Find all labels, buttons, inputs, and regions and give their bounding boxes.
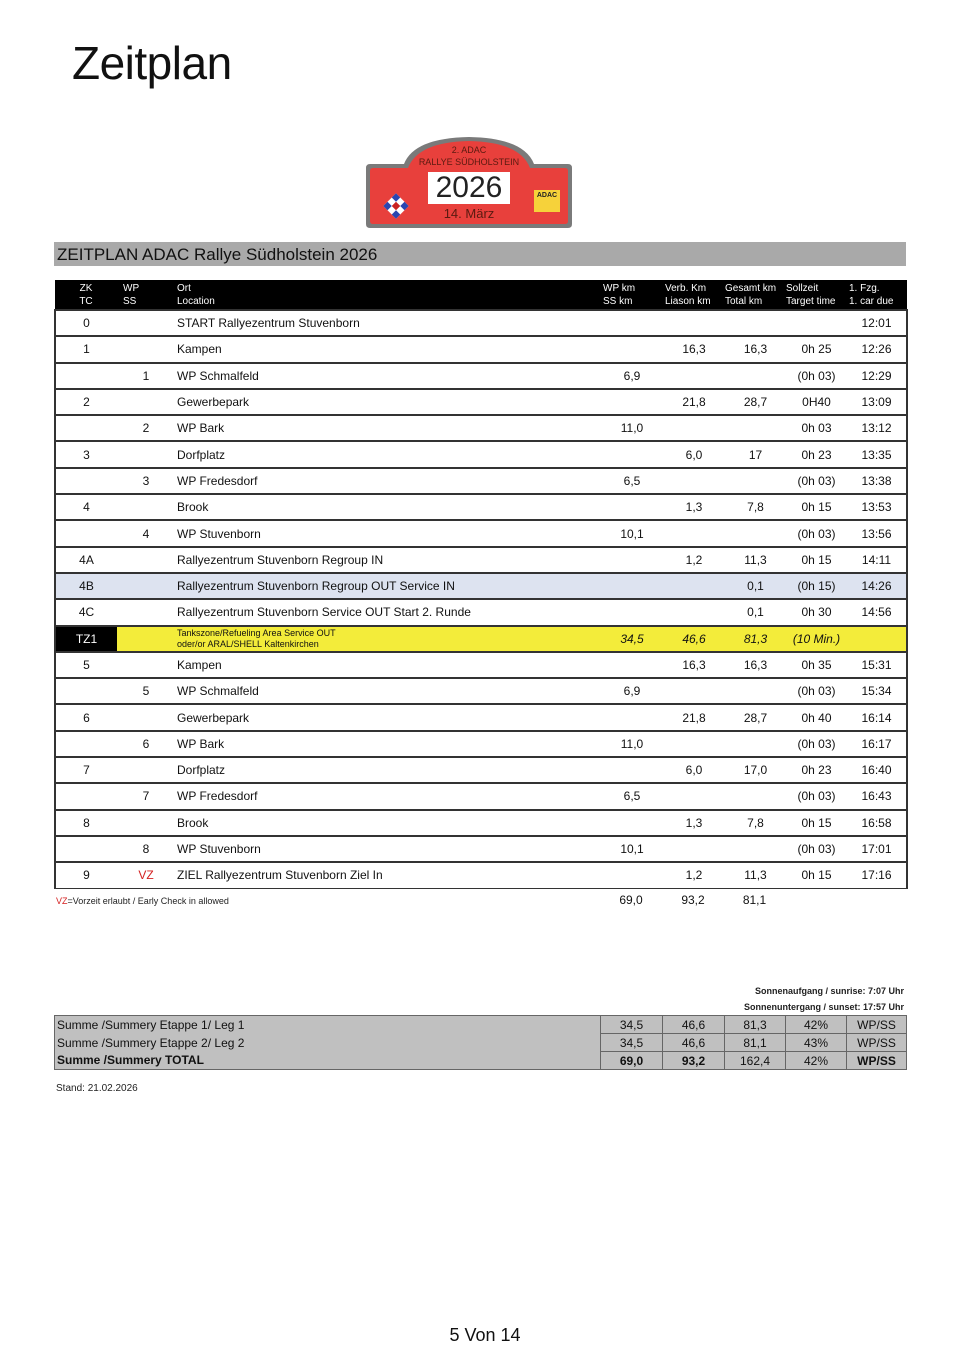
cell-stage-number [117,757,175,783]
summary-total-km: 81,3 [725,1016,786,1034]
column-header-line2: Liason km [665,296,711,307]
table-row [55,441,907,467]
cell-target-time: 0h 15 [786,494,847,520]
cell-target-time: (0h 03) [786,520,847,546]
cell-stage-km [601,573,663,599]
cell-control-point [55,836,117,862]
total-liaison-km: 93,2 [681,893,705,907]
cell-liaison-km: 46,6 [663,626,725,652]
cell-stage-number [117,494,175,520]
cell-liaison-km: 6,0 [663,757,725,783]
vz-legend [56,896,229,906]
cell-location: Dorfplatz [175,441,601,467]
table-row [55,652,907,678]
table-row [55,363,907,389]
cell-target-time: 0h 03 [786,415,847,441]
column-header-line2: Location [177,296,215,307]
cell-control-point [55,678,117,704]
cell-first-car-due: 16:58 [847,810,907,836]
vz-code: VZ [56,896,68,906]
summary-unit: WP/SS [847,1016,907,1034]
cell-first-car-due: 14:56 [847,599,907,625]
cell-first-car-due: 16:14 [847,704,907,730]
cell-control-point: 4C [55,599,117,625]
cell-target-time: (0h 03) [786,468,847,494]
cell-stage-km [601,336,663,362]
location-line2: oder/or ARAL/SHELL Kaltenkirchen [177,638,319,649]
sunset-text: Sonnenuntergang / sunset: 17:57 Uhr [743,1002,904,1012]
cell-location: Gewerbepark [175,704,601,730]
table-row [55,494,907,520]
cell-control-point: 8 [55,810,117,836]
rally-logo [364,134,574,230]
column-header-line2: 1. car due [849,296,894,307]
column-header-line1: WP km [603,283,636,294]
cell-location: WP Fredesdorf [175,468,601,494]
cell-total-km [725,731,786,757]
column-header-line2: TC [79,296,93,307]
cell-first-car-due: 15:34 [847,678,907,704]
stand-date: Stand: 21.02.2026 [56,1083,138,1094]
cell-location: WP Stuvenborn [175,520,601,546]
cell-first-car-due: 17:01 [847,836,907,862]
cell-control-point [55,468,117,494]
cell-control-point: 9 [55,862,117,888]
cell-stage-number: VZ [117,862,175,888]
cell-total-km [725,415,786,441]
column-header-line1: WP [123,283,140,294]
summary-percent: 42% [786,1052,847,1070]
cell-total-km [725,363,786,389]
cell-stage-km [601,599,663,625]
column-header-line2: SS km [603,296,633,307]
column-header-line2: Total km [725,296,763,307]
cell-first-car-due: 15:31 [847,652,907,678]
cell-liaison-km [663,678,725,704]
cell-stage-number [117,704,175,730]
cell-location: Brook [175,494,601,520]
cell-liaison-km [663,783,725,809]
cell-total-km: 16,3 [725,652,786,678]
cell-stage-km [601,862,663,888]
cell-location: WP Bark [175,415,601,441]
cell-stage-number: 8 [117,836,175,862]
cell-total-km: 17,0 [725,757,786,783]
cell-location: Dorfplatz [175,757,601,783]
summary-wp-km: 34,5 [601,1034,663,1052]
cell-liaison-km [663,573,725,599]
cell-liaison-km [663,599,725,625]
cell-stage-km: 11,0 [601,415,663,441]
cell-control-point: 2 [55,389,117,415]
column-header-line2: SS [123,296,137,307]
cell-target-time: 0h 15 [786,810,847,836]
summary-label: Summe /Summery Etappe 1/ Leg 1 [55,1016,601,1034]
cell-liaison-km: 1,3 [663,494,725,520]
cell-stage-number [117,810,175,836]
cell-target-time: (0h 03) [786,783,847,809]
summary-row [55,1016,907,1034]
cell-total-km [725,468,786,494]
table-row [55,310,907,336]
cell-stage-km [601,757,663,783]
cell-location: Gewerbepark [175,389,601,415]
column-header [786,280,847,310]
logo-date: 14. März [443,206,495,221]
cell-control-point: 6 [55,704,117,730]
summary-wp-km: 69,0 [601,1052,663,1070]
total-km: 81,1 [742,893,767,907]
cell-liaison-km: 21,8 [663,389,725,415]
cell-first-car-due: 14:26 [847,573,907,599]
cell-control-point: 7 [55,757,117,783]
cell-liaison-km: 1,2 [663,547,725,573]
cell-liaison-km [663,520,725,546]
cell-stage-number [117,310,175,336]
cell-stage-km: 10,1 [601,836,663,862]
column-header [663,280,725,310]
cell-target-time: (0h 03) [786,678,847,704]
summary-liaison-km: 46,6 [663,1016,725,1034]
total-wp-km: 69,0 [619,893,643,907]
cell-target-time: (10 Min.) [786,626,847,652]
cell-total-km: 17 [725,441,786,467]
cell-first-car-due: 12:26 [847,336,907,362]
cell-location: Kampen [175,336,601,362]
cell-target-time [786,310,847,336]
table-row [55,336,907,362]
column-header [601,280,663,310]
cell-first-car-due: 13:56 [847,520,907,546]
cell-control-point [55,520,117,546]
cell-target-time: (0h 03) [786,731,847,757]
summary-total-km: 81,1 [725,1034,786,1052]
table-row [55,836,907,862]
cell-total-km [725,310,786,336]
cell-stage-number: 4 [117,520,175,546]
table-row [55,389,907,415]
cell-total-km: 11,3 [725,862,786,888]
cell-first-car-due: 13:53 [847,494,907,520]
summary-percent: 42% [786,1016,847,1034]
cell-control-point: 4A [55,547,117,573]
column-header-line1: 1. Fzg. [849,283,880,294]
cell-first-car-due: 17:16 [847,862,907,888]
cell-stage-km: 11,0 [601,731,663,757]
cell-stage-number [117,389,175,415]
cell-liaison-km: 16,3 [663,336,725,362]
cell-first-car-due: 13:12 [847,415,907,441]
cell-control-point: 3 [55,441,117,467]
cell-target-time: 0h 30 [786,599,847,625]
cell-first-car-due: 16:17 [847,731,907,757]
cell-stage-number: 2 [117,415,175,441]
cell-control-point [55,731,117,757]
summary-total-km: 162,4 [725,1052,786,1070]
table-header [55,280,907,310]
cell-stage-km: 6,5 [601,783,663,809]
cell-stage-number [117,599,175,625]
column-header-line1: Gesamt km [725,283,777,294]
cell-stage-number [117,336,175,362]
cell-control-point: TZ1 [55,626,117,652]
summary-percent: 43% [786,1034,847,1052]
table-row [55,757,907,783]
cell-first-car-due: 14:11 [847,547,907,573]
schedule-heading: ZEITPLAN ADAC Rallye Südholstein 2026 [54,242,906,266]
column-header-line1: Verb. Km [665,283,707,294]
summary-table [54,1015,907,1070]
cell-location: Rallyezentrum Stuvenborn Regroup OUT Service IN [175,573,601,599]
cell-location: Rallyezentrum Stuvenborn Service OUT Start 2. Runde [175,599,601,625]
table-row [55,626,907,652]
cell-stage-number [117,441,175,467]
column-header-line1: Ort [177,283,191,294]
cell-location: ZIEL Rallyezentrum Stuvenborn Ziel In [175,862,601,888]
logo-line1: 2. ADAC [451,145,487,155]
cell-location: WP Bark [175,731,601,757]
cell-target-time: (0h 03) [786,836,847,862]
cell-target-time: (0h 03) [786,363,847,389]
cell-total-km [725,836,786,862]
cell-control-point: 5 [55,652,117,678]
cell-control-point: 0 [55,310,117,336]
cell-liaison-km [663,363,725,389]
cell-target-time: 0h 15 [786,547,847,573]
cell-location: Kampen [175,652,601,678]
cell-stage-number: 5 [117,678,175,704]
cell-liaison-km: 21,8 [663,704,725,730]
cell-first-car-due: 16:43 [847,783,907,809]
column-header [117,280,175,310]
table-row [55,599,907,625]
cell-total-km: 0,1 [725,573,786,599]
cell-first-car-due: 13:09 [847,389,907,415]
table-row [55,862,907,888]
location-line1: Tankszone/Refueling Area Service OUT [177,627,336,638]
cell-liaison-km: 16,3 [663,652,725,678]
cell-stage-km: 6,5 [601,468,663,494]
table-row [55,547,907,573]
table-row [55,678,907,704]
cell-target-time: 0h 23 [786,441,847,467]
cell-stage-km [601,441,663,467]
cell-first-car-due: 13:35 [847,441,907,467]
cell-first-car-due: 13:38 [847,468,907,494]
table-row [55,415,907,441]
cell-total-km: 7,8 [725,494,786,520]
summary-liaison-km: 93,2 [663,1052,725,1070]
cell-target-time: 0H40 [786,389,847,415]
summary-unit: WP/SS [847,1034,907,1052]
cell-location: WP Schmalfeld [175,363,601,389]
adac-badge: ADAC [534,190,560,212]
cell-liaison-km: 1,2 [663,862,725,888]
cell-target-time: 0h 35 [786,652,847,678]
cell-liaison-km: 6,0 [663,441,725,467]
cell-first-car-due: 16:40 [847,757,907,783]
summary-label: Summe /Summery TOTAL [55,1052,601,1070]
column-header [175,280,601,310]
table-row [55,810,907,836]
page-title: Zeitplan [72,37,232,89]
cell-stage-km: 6,9 [601,363,663,389]
cell-location: START Rallyezentrum Stuvenborn [175,310,601,336]
logo-year: 2026 [428,172,510,204]
cell-total-km [725,678,786,704]
cell-location: WP Schmalfeld [175,678,601,704]
column-header [725,280,786,310]
cell-total-km: 28,7 [725,704,786,730]
table-row [55,520,907,546]
cell-stage-km [601,494,663,520]
cell-control-point: 4 [55,494,117,520]
column-header [847,280,907,310]
cell-total-km: 7,8 [725,810,786,836]
vz-legend-text: =Vorzeit erlaubt / Early Check in allowed [67,896,229,906]
column-header-line2: Target time [786,296,836,307]
cell-location: Rallyezentrum Stuvenborn Regroup IN [175,547,601,573]
column-header-line1: ZK [79,283,93,294]
summary-label: Summe /Summery Etappe 2/ Leg 2 [55,1034,601,1052]
cell-stage-km [601,704,663,730]
cell-stage-number: 7 [117,783,175,809]
cell-first-car-due: 12:29 [847,363,907,389]
cell-stage-number: 3 [117,468,175,494]
cell-liaison-km [663,468,725,494]
cell-stage-km: 6,9 [601,678,663,704]
cell-stage-km [601,547,663,573]
cell-stage-number [117,652,175,678]
cell-liaison-km: 1,3 [663,810,725,836]
cell-total-km [725,520,786,546]
cell-first-car-due: 12:01 [847,310,907,336]
cell-target-time: (0h 15) [786,573,847,599]
cell-target-time: 0h 25 [786,336,847,362]
sunrise-text: Sonnenaufgang / sunrise: 7:07 Uhr [754,986,904,996]
cell-stage-number [117,626,175,652]
cell-stage-number [117,573,175,599]
cell-location: WP Stuvenborn [175,836,601,862]
cell-liaison-km [663,836,725,862]
cell-first-car-due [847,626,907,652]
cell-stage-km [601,652,663,678]
cell-control-point: 1 [55,336,117,362]
schedule-table [54,280,908,889]
table-row [55,704,907,730]
cell-location [175,626,601,652]
cell-total-km: 16,3 [725,336,786,362]
cell-control-point [55,363,117,389]
table-row [55,783,907,809]
cell-stage-km [601,389,663,415]
summary-row [55,1034,907,1052]
cell-liaison-km [663,310,725,336]
cell-target-time: 0h 15 [786,862,847,888]
cell-stage-km: 10,1 [601,520,663,546]
cell-liaison-km [663,415,725,441]
table-row [55,573,907,599]
cell-total-km: 0,1 [725,599,786,625]
logo-line2: RALLYE SÜDHOLSTEIN [418,157,520,167]
cell-liaison-km [663,731,725,757]
summary-unit: WP/SS [847,1052,907,1070]
summary-row [55,1052,907,1070]
summary-liaison-km: 46,6 [663,1034,725,1052]
table-row [55,468,907,494]
summary-wp-km: 34,5 [601,1016,663,1034]
cell-stage-km: 34,5 [601,626,663,652]
cell-total-km [725,783,786,809]
cell-target-time: 0h 40 [786,704,847,730]
cell-stage-km [601,810,663,836]
column-header [55,280,117,310]
cell-control-point: 4B [55,573,117,599]
cell-stage-km [601,310,663,336]
cell-stage-number: 6 [117,731,175,757]
cell-stage-number: 1 [117,363,175,389]
cell-total-km: 28,7 [725,389,786,415]
page-number: 5 Von 14 [449,1325,521,1345]
column-header-line1: Sollzeit [786,283,819,294]
table-row [55,731,907,757]
cell-total-km: 11,3 [725,547,786,573]
cell-control-point [55,783,117,809]
cell-stage-number [117,547,175,573]
cell-control-point [55,415,117,441]
cell-target-time: 0h 23 [786,757,847,783]
cell-total-km: 81,3 [725,626,786,652]
cell-location: WP Fredesdorf [175,783,601,809]
cell-location: Brook [175,810,601,836]
